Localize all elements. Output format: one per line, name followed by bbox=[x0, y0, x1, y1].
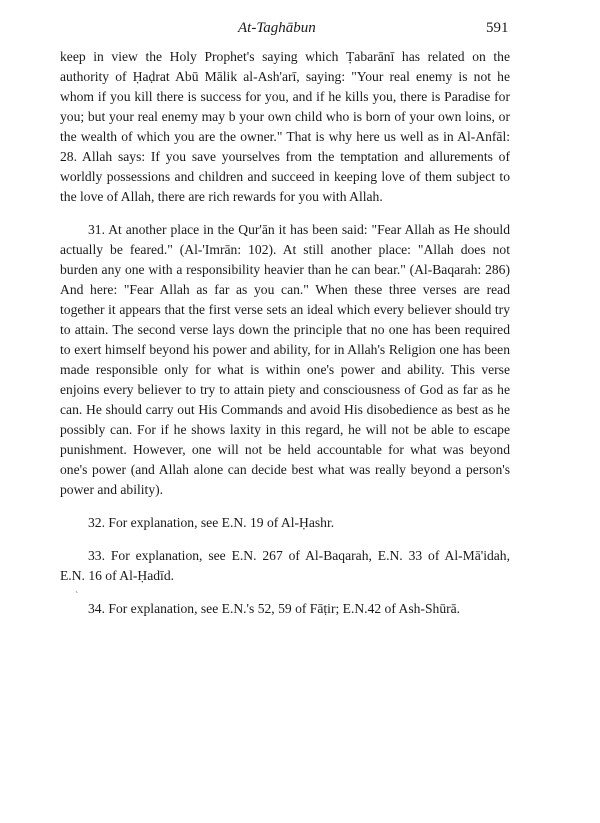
note-34: 34. For explanation, see E.N.'s 52, 59 of Fāṭir; E.N.42 of Ash-Shūrā. bbox=[88, 601, 461, 616]
paragraph-continuation: keep in view the Holy Prophet's saying which Ṭabarānī has related on the authority of Ḥaḍrat Abū Mālik al-Ash'arī, saying: "Your real enemy is not he whom if you kill there is success for you, and if he kills you, there is Paradise for you; but your real enemy may b your own child who is born of your own loins, or the wealth of which you are the owner." That is why here us well as in Al-Anfāl: 28. Allah says: If you save yourselves from the temptation and allurements of worldly possessions and children and succeed in keeping love of them subject to the love of Allah, there are rich rewards for you with Allah. bbox=[60, 49, 510, 204]
note-31: 31. At another place in the Qur'ān it has been said: "Fear Allah as He should actually be feared." (Al-'Imrān: 102). At still another place: "Allah does not burden any one with a responsibility heavier than he can bear." (Al-Baqarah: 286) And here: "Fear Allah as far as you can." When these three verses are read together it appears that the first verse sets an ideal which every believer should try to attain. The second verse lays down the principle that no one has been required to exert himself beyond his power and ability, for in Allah's Religion one has been made responsible only for what is within one's power and ability. This verse enjoins every believer to try to attain piety and consciousness of God as far as he can. He should carry out His Commands and avoid His disobedience as best as he possibly can. For if he shows laxity in this regard, he will not be able to escape punishment. However, one will not be held accountable for what was beyond one's power (and Allah alone can decide best what was really beyond a person's power and ability). bbox=[60, 222, 510, 497]
running-title: At-Taghābun bbox=[238, 20, 316, 36]
page-number: 591 bbox=[486, 20, 509, 36]
running-head bbox=[0, 20, 600, 42]
body-text bbox=[60, 47, 510, 632]
note-33: 33. For explanation, see E.N. 267 of Al-Baqarah, E.N. 33 of Al-Mā'idah, E.N. 16 of Al-Ḥadīd. bbox=[60, 548, 510, 583]
note-32: 32. For explanation, see E.N. 19 of Al-Ḥashr. bbox=[88, 515, 335, 530]
scan-speck: ˋ bbox=[75, 591, 79, 602]
